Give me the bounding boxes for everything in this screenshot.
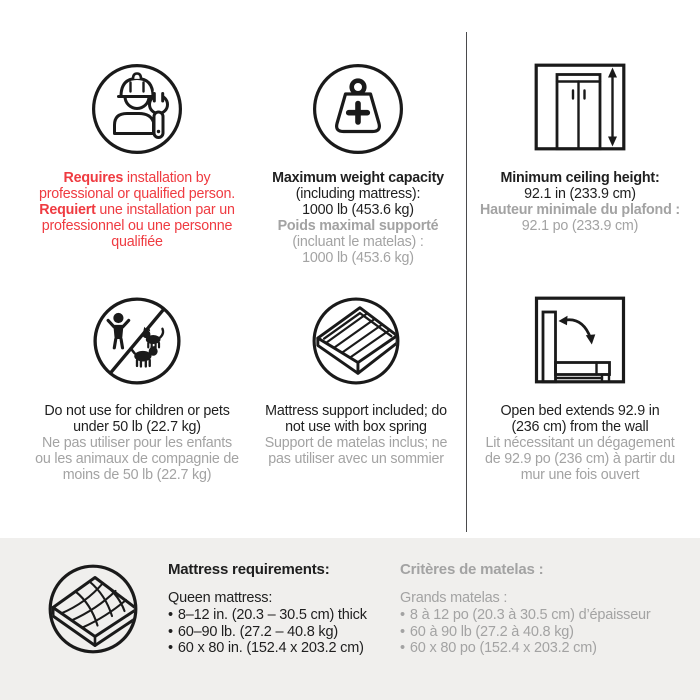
spec-installation bbox=[24, 62, 250, 250]
mattress-requirements-fr bbox=[400, 561, 695, 657]
bullet-icon: • bbox=[400, 640, 405, 656]
spec-title-fr: Poids maximal supporté bbox=[277, 218, 439, 234]
list-item: • 8 à 12 po (20.3 à 30.5 cm) d’épaisseur bbox=[400, 607, 651, 623]
spec-text-line: (incluant le matelas) : bbox=[292, 234, 424, 250]
list-item: • 60 x 80 in. (152.4 x 203.2 cm) bbox=[168, 640, 364, 656]
spec-open-bed bbox=[473, 295, 687, 483]
list-item: • 60 x 80 po (152.4 x 203.2 cm) bbox=[400, 640, 597, 656]
spec-ceiling-height bbox=[473, 62, 687, 234]
spec-weight-capacity bbox=[253, 62, 463, 266]
mattress-requirements-title-fr: Critères de matelas : bbox=[400, 561, 544, 578]
mattress-requirements-band bbox=[0, 538, 700, 700]
spec-text-line: Requiert une installation par un bbox=[39, 202, 235, 218]
spec-text-line: pas utiliser avec un sommier bbox=[268, 451, 444, 467]
spec-text-line: professionnel ou une personne bbox=[41, 218, 233, 234]
spec-text-line: qualifiée bbox=[111, 234, 163, 250]
spec-text-line: not use with box spring bbox=[285, 419, 427, 435]
spec-text-line: Mattress support included; do bbox=[265, 403, 447, 419]
list-item: • 60 à 90 lb (27.2 à 40.8 kg) bbox=[400, 623, 574, 640]
bullet-icon: • bbox=[168, 623, 173, 640]
spec-text-line: Ne pas utiliser pour les enfants bbox=[42, 435, 232, 451]
bullet-icon: • bbox=[400, 623, 405, 640]
mattress-icon bbox=[46, 562, 140, 656]
spec-text-line: ou les animaux de compagnie de bbox=[35, 451, 239, 467]
spec-text-line: professional or qualified person. bbox=[38, 186, 236, 202]
spec-text-line: Open bed extends 92.9 in bbox=[500, 403, 660, 419]
no-children-pets-icon bbox=[24, 295, 250, 389]
list-item: • 60–90 lb. (27.2 – 40.8 kg) bbox=[168, 623, 338, 640]
spec-text-line: 1000 lb (453.6 kg) bbox=[302, 202, 414, 218]
queen-mattress-subtitle: Queen mattress: bbox=[168, 590, 273, 606]
bullet-icon: • bbox=[400, 607, 405, 623]
open-bed-icon bbox=[473, 295, 687, 389]
spec-text-line: 1000 lb (453.6 kg) bbox=[302, 250, 414, 266]
spec-text-line: Lit nécessitant un dégagement bbox=[485, 435, 675, 451]
spec-text-line: Support de matelas inclus; ne bbox=[264, 435, 448, 451]
spec-title: Minimum ceiling height: bbox=[500, 170, 660, 186]
spec-title: Maximum weight capacity bbox=[272, 170, 444, 186]
grands-matelas-subtitle: Grands matelas : bbox=[400, 590, 508, 606]
spec-text-line: Requires installation by bbox=[63, 170, 211, 186]
mattress-support-icon bbox=[251, 295, 461, 389]
spec-text-line: mur une fois ouvert bbox=[520, 467, 640, 483]
installer-icon bbox=[24, 62, 250, 156]
spec-text-line: (including mattress): bbox=[295, 186, 421, 202]
bullet-icon: • bbox=[168, 607, 173, 623]
spec-text-line: 92.1 po (233.9 cm) bbox=[521, 218, 639, 234]
spec-text-line: moins de 50 lb (22.7 kg) bbox=[62, 467, 212, 483]
spec-text-line: (236 cm) from the wall bbox=[511, 419, 649, 435]
bullet-icon: • bbox=[168, 640, 173, 656]
spec-title-fr: Hauteur minimale du plafond : bbox=[480, 202, 680, 218]
spec-text-line: Do not use for children or pets bbox=[44, 403, 230, 419]
mattress-requirements-en bbox=[168, 561, 398, 657]
list-item: • 8–12 in. (20.3 – 30.5 cm) thick bbox=[168, 607, 367, 623]
weight-capacity-icon bbox=[253, 62, 463, 156]
spec-mattress-support bbox=[251, 295, 461, 467]
ceiling-height-icon bbox=[473, 62, 687, 156]
spec-text-line: under 50 lb (22.7 kg) bbox=[73, 419, 201, 435]
spec-text-line: de 92.9 po (236 cm) à partir du bbox=[484, 451, 676, 467]
vertical-divider bbox=[466, 32, 468, 532]
spec-text-line: 92.1 in (233.9 cm) bbox=[524, 186, 636, 202]
mattress-requirements-title: Mattress requirements: bbox=[168, 561, 330, 578]
spec-no-children-pets bbox=[24, 295, 250, 483]
